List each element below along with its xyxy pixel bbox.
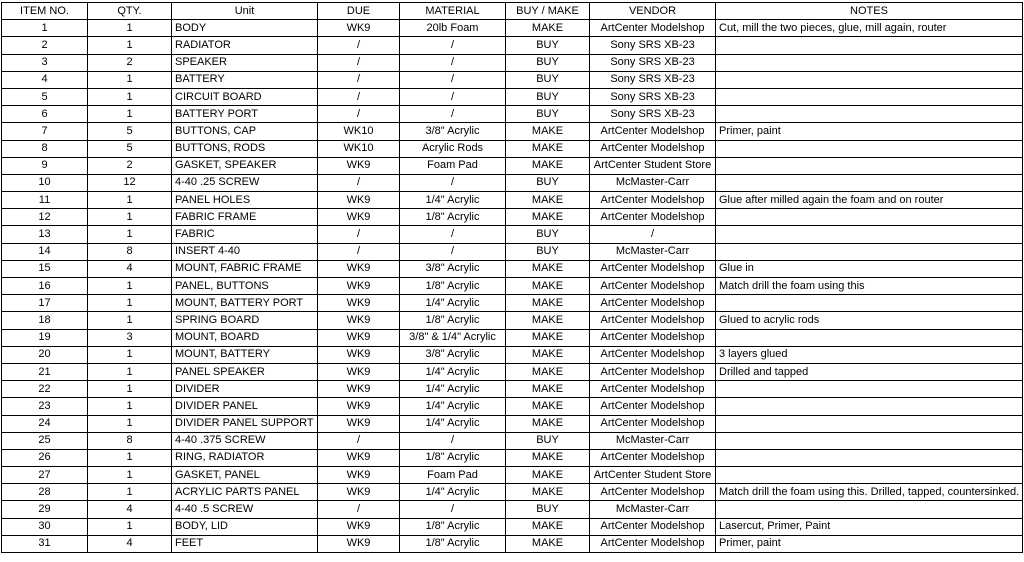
due-cell: / <box>318 432 400 449</box>
due-cell: WK10 <box>318 123 400 140</box>
item-no-cell: 26 <box>2 449 88 466</box>
table-row <box>2 484 1023 501</box>
qty-cell: 1 <box>88 295 172 312</box>
material-cell: 1/8" Acrylic <box>400 278 506 295</box>
item-no-cell: 13 <box>2 226 88 243</box>
unit-cell: PANEL SPEAKER <box>172 363 318 380</box>
unit-cell: MOUNT, BATTERY PORT <box>172 295 318 312</box>
material-cell: 1/8" Acrylic <box>400 518 506 535</box>
table-row <box>2 54 1023 71</box>
due-cell: WK9 <box>318 295 400 312</box>
notes-cell: 3 layers glued <box>716 346 1023 363</box>
material-cell: 1/4" Acrylic <box>400 381 506 398</box>
item-no-cell: 6 <box>2 106 88 123</box>
vendor-cell: ArtCenter Modelshop <box>590 278 716 295</box>
due-cell: WK9 <box>318 398 400 415</box>
vendor-cell: ArtCenter Modelshop <box>590 209 716 226</box>
due-cell: / <box>318 243 400 260</box>
item-no-cell: 2 <box>2 37 88 54</box>
unit-cell: BODY <box>172 20 318 37</box>
table-row <box>2 88 1023 105</box>
item-no-cell: 19 <box>2 329 88 346</box>
qty-cell: 1 <box>88 518 172 535</box>
table-row <box>2 312 1023 329</box>
due-cell: WK9 <box>318 467 400 484</box>
item-no-cell: 27 <box>2 467 88 484</box>
notes-cell: Drilled and tapped <box>716 363 1023 380</box>
buy-make-cell: MAKE <box>506 484 590 501</box>
buy-make-cell: MAKE <box>506 123 590 140</box>
notes-cell <box>716 226 1023 243</box>
table-row <box>2 449 1023 466</box>
item-no-cell: 16 <box>2 278 88 295</box>
material-cell: / <box>400 71 506 88</box>
item-no-cell: 21 <box>2 363 88 380</box>
item-no-cell: 12 <box>2 209 88 226</box>
material-cell: 3/8" Acrylic <box>400 123 506 140</box>
qty-cell: 4 <box>88 501 172 518</box>
table-row <box>2 140 1023 157</box>
item-no-cell: 1 <box>2 20 88 37</box>
due-cell: WK9 <box>318 346 400 363</box>
table-row <box>2 278 1023 295</box>
buy-make-cell: MAKE <box>506 157 590 174</box>
material-cell: Acrylic Rods <box>400 140 506 157</box>
qty-cell: 2 <box>88 54 172 71</box>
qty-cell: 5 <box>88 123 172 140</box>
header-notes: NOTES <box>716 3 1023 20</box>
vendor-cell: McMaster-Carr <box>590 501 716 518</box>
due-cell: / <box>318 226 400 243</box>
unit-cell: DIVIDER PANEL SUPPORT <box>172 415 318 432</box>
qty-cell: 1 <box>88 71 172 88</box>
buy-make-cell: MAKE <box>506 260 590 277</box>
notes-cell <box>716 71 1023 88</box>
due-cell: WK9 <box>318 209 400 226</box>
buy-make-cell: MAKE <box>506 381 590 398</box>
due-cell: WK9 <box>318 363 400 380</box>
notes-cell: Match drill the foam using this <box>716 278 1023 295</box>
buy-make-cell: MAKE <box>506 535 590 552</box>
buy-make-cell: MAKE <box>506 278 590 295</box>
due-cell: WK9 <box>318 312 400 329</box>
due-cell: WK9 <box>318 278 400 295</box>
unit-cell: 4-40 .25 SCREW <box>172 174 318 191</box>
unit-cell: DIVIDER PANEL <box>172 398 318 415</box>
notes-cell <box>716 415 1023 432</box>
material-cell: / <box>400 174 506 191</box>
notes-cell <box>716 140 1023 157</box>
item-no-cell: 15 <box>2 260 88 277</box>
material-cell: / <box>400 37 506 54</box>
table-row <box>2 295 1023 312</box>
vendor-cell: ArtCenter Modelshop <box>590 295 716 312</box>
buy-make-cell: BUY <box>506 501 590 518</box>
notes-cell <box>716 88 1023 105</box>
notes-cell: Glued to acrylic rods <box>716 312 1023 329</box>
unit-cell: FEET <box>172 535 318 552</box>
buy-make-cell: MAKE <box>506 415 590 432</box>
header-row <box>2 3 1023 20</box>
vendor-cell: Sony SRS XB-23 <box>590 54 716 71</box>
material-cell: 3/8" Acrylic <box>400 346 506 363</box>
unit-cell: RING, RADIATOR <box>172 449 318 466</box>
table-row <box>2 192 1023 209</box>
buy-make-cell: BUY <box>506 226 590 243</box>
unit-cell: BATTERY PORT <box>172 106 318 123</box>
vendor-cell: ArtCenter Modelshop <box>590 518 716 535</box>
unit-cell: BUTTONS, CAP <box>172 123 318 140</box>
material-cell: 20lb Foam <box>400 20 506 37</box>
notes-cell: Glue in <box>716 260 1023 277</box>
qty-cell: 4 <box>88 535 172 552</box>
material-cell: 1/4" Acrylic <box>400 415 506 432</box>
material-cell: 1/4" Acrylic <box>400 398 506 415</box>
vendor-cell: ArtCenter Student Store <box>590 467 716 484</box>
vendor-cell: McMaster-Carr <box>590 243 716 260</box>
due-cell: WK9 <box>318 535 400 552</box>
notes-cell <box>716 106 1023 123</box>
material-cell: 1/4" Acrylic <box>400 363 506 380</box>
vendor-cell: ArtCenter Modelshop <box>590 484 716 501</box>
buy-make-cell: MAKE <box>506 398 590 415</box>
vendor-cell: ArtCenter Modelshop <box>590 363 716 380</box>
vendor-cell: Sony SRS XB-23 <box>590 37 716 54</box>
item-no-cell: 22 <box>2 381 88 398</box>
notes-cell: Glue after milled again the foam and on router <box>716 192 1023 209</box>
unit-cell: FABRIC FRAME <box>172 209 318 226</box>
qty-cell: 1 <box>88 381 172 398</box>
buy-make-cell: BUY <box>506 54 590 71</box>
material-cell: / <box>400 432 506 449</box>
table-row <box>2 37 1023 54</box>
due-cell: WK9 <box>318 518 400 535</box>
unit-cell: SPEAKER <box>172 54 318 71</box>
unit-cell: BUTTONS, RODS <box>172 140 318 157</box>
qty-cell: 1 <box>88 346 172 363</box>
vendor-cell: ArtCenter Modelshop <box>590 535 716 552</box>
item-no-cell: 24 <box>2 415 88 432</box>
material-cell: Foam Pad <box>400 467 506 484</box>
qty-cell: 1 <box>88 278 172 295</box>
material-cell: 3/8" Acrylic <box>400 260 506 277</box>
vendor-cell: ArtCenter Modelshop <box>590 20 716 37</box>
material-cell: / <box>400 88 506 105</box>
header-due: DUE <box>318 3 400 20</box>
table-row <box>2 381 1023 398</box>
due-cell: WK9 <box>318 484 400 501</box>
item-no-cell: 4 <box>2 71 88 88</box>
table-row <box>2 71 1023 88</box>
qty-cell: 2 <box>88 157 172 174</box>
table-row <box>2 106 1023 123</box>
vendor-cell: ArtCenter Student Store <box>590 157 716 174</box>
material-cell: / <box>400 243 506 260</box>
buy-make-cell: BUY <box>506 432 590 449</box>
due-cell: / <box>318 71 400 88</box>
table-row <box>2 157 1023 174</box>
notes-cell <box>716 329 1023 346</box>
vendor-cell: ArtCenter Modelshop <box>590 140 716 157</box>
table-row <box>2 501 1023 518</box>
table-row <box>2 518 1023 535</box>
notes-cell <box>716 209 1023 226</box>
vendor-cell: ArtCenter Modelshop <box>590 346 716 363</box>
material-cell: / <box>400 501 506 518</box>
item-no-cell: 20 <box>2 346 88 363</box>
qty-cell: 4 <box>88 260 172 277</box>
vendor-cell: / <box>590 226 716 243</box>
due-cell: WK9 <box>318 192 400 209</box>
unit-cell: BATTERY <box>172 71 318 88</box>
qty-cell: 1 <box>88 209 172 226</box>
due-cell: WK10 <box>318 140 400 157</box>
item-no-cell: 30 <box>2 518 88 535</box>
due-cell: WK9 <box>318 381 400 398</box>
header-vendor: VENDOR <box>590 3 716 20</box>
material-cell: Foam Pad <box>400 157 506 174</box>
table-row <box>2 20 1023 37</box>
buy-make-cell: MAKE <box>506 295 590 312</box>
material-cell: / <box>400 226 506 243</box>
item-no-cell: 17 <box>2 295 88 312</box>
item-no-cell: 5 <box>2 88 88 105</box>
unit-cell: 4-40 .5 SCREW <box>172 501 318 518</box>
header-unit: Unit <box>172 3 318 20</box>
qty-cell: 1 <box>88 398 172 415</box>
material-cell: / <box>400 106 506 123</box>
table-row <box>2 243 1023 260</box>
qty-cell: 12 <box>88 174 172 191</box>
item-no-cell: 31 <box>2 535 88 552</box>
vendor-cell: ArtCenter Modelshop <box>590 192 716 209</box>
buy-make-cell: MAKE <box>506 209 590 226</box>
buy-make-cell: MAKE <box>506 346 590 363</box>
item-no-cell: 28 <box>2 484 88 501</box>
unit-cell: MOUNT, FABRIC FRAME <box>172 260 318 277</box>
notes-cell <box>716 243 1023 260</box>
vendor-cell: ArtCenter Modelshop <box>590 398 716 415</box>
material-cell: 1/8" Acrylic <box>400 312 506 329</box>
due-cell: / <box>318 88 400 105</box>
vendor-cell: ArtCenter Modelshop <box>590 123 716 140</box>
header-material: MATERIAL <box>400 3 506 20</box>
due-cell: WK9 <box>318 449 400 466</box>
qty-cell: 1 <box>88 106 172 123</box>
unit-cell: CIRCUIT BOARD <box>172 88 318 105</box>
due-cell: / <box>318 106 400 123</box>
buy-make-cell: BUY <box>506 174 590 191</box>
unit-cell: MOUNT, BOARD <box>172 329 318 346</box>
table-body <box>2 20 1023 553</box>
unit-cell: DIVIDER <box>172 381 318 398</box>
notes-cell: Primer, paint <box>716 123 1023 140</box>
unit-cell: PANEL HOLES <box>172 192 318 209</box>
due-cell: WK9 <box>318 20 400 37</box>
notes-cell <box>716 157 1023 174</box>
notes-cell <box>716 467 1023 484</box>
buy-make-cell: MAKE <box>506 140 590 157</box>
unit-cell: RADIATOR <box>172 37 318 54</box>
buy-make-cell: MAKE <box>506 329 590 346</box>
notes-cell <box>716 174 1023 191</box>
unit-cell: MOUNT, BATTERY <box>172 346 318 363</box>
qty-cell: 1 <box>88 312 172 329</box>
item-no-cell: 18 <box>2 312 88 329</box>
table-row <box>2 174 1023 191</box>
buy-make-cell: MAKE <box>506 363 590 380</box>
unit-cell: FABRIC <box>172 226 318 243</box>
material-cell: 1/8" Acrylic <box>400 535 506 552</box>
qty-cell: 3 <box>88 329 172 346</box>
material-cell: 1/8" Acrylic <box>400 449 506 466</box>
notes-cell: Match drill the foam using this. Drilled, tapped, countersinked. <box>716 484 1023 501</box>
unit-cell: GASKET, PANEL <box>172 467 318 484</box>
material-cell: 1/4" Acrylic <box>400 295 506 312</box>
unit-cell: INSERT 4-40 <box>172 243 318 260</box>
material-cell: 1/8" Acrylic <box>400 209 506 226</box>
buy-make-cell: MAKE <box>506 312 590 329</box>
table-row <box>2 363 1023 380</box>
material-cell: 1/4" Acrylic <box>400 192 506 209</box>
table-row <box>2 467 1023 484</box>
bill-of-materials-table <box>1 2 1023 553</box>
table-row <box>2 123 1023 140</box>
vendor-cell: ArtCenter Modelshop <box>590 312 716 329</box>
notes-cell <box>716 295 1023 312</box>
buy-make-cell: MAKE <box>506 467 590 484</box>
buy-make-cell: BUY <box>506 106 590 123</box>
buy-make-cell: BUY <box>506 243 590 260</box>
buy-make-cell: MAKE <box>506 518 590 535</box>
qty-cell: 1 <box>88 226 172 243</box>
table-row <box>2 329 1023 346</box>
header-item-no: ITEM NO. <box>2 3 88 20</box>
material-cell: / <box>400 54 506 71</box>
qty-cell: 1 <box>88 484 172 501</box>
item-no-cell: 10 <box>2 174 88 191</box>
due-cell: / <box>318 501 400 518</box>
table-row <box>2 535 1023 552</box>
notes-cell: Primer, paint <box>716 535 1023 552</box>
due-cell: WK9 <box>318 157 400 174</box>
notes-cell <box>716 37 1023 54</box>
buy-make-cell: BUY <box>506 37 590 54</box>
due-cell: / <box>318 37 400 54</box>
item-no-cell: 8 <box>2 140 88 157</box>
table-row <box>2 346 1023 363</box>
header-qty: QTY. <box>88 3 172 20</box>
due-cell: / <box>318 54 400 71</box>
unit-cell: GASKET, SPEAKER <box>172 157 318 174</box>
qty-cell: 8 <box>88 243 172 260</box>
buy-make-cell: MAKE <box>506 449 590 466</box>
table-row <box>2 415 1023 432</box>
unit-cell: BODY, LID <box>172 518 318 535</box>
qty-cell: 1 <box>88 88 172 105</box>
vendor-cell: McMaster-Carr <box>590 432 716 449</box>
table-row <box>2 260 1023 277</box>
item-no-cell: 25 <box>2 432 88 449</box>
vendor-cell: ArtCenter Modelshop <box>590 381 716 398</box>
item-no-cell: 9 <box>2 157 88 174</box>
table-row <box>2 398 1023 415</box>
qty-cell: 5 <box>88 140 172 157</box>
material-cell: 1/4" Acrylic <box>400 484 506 501</box>
vendor-cell: McMaster-Carr <box>590 174 716 191</box>
notes-cell <box>716 398 1023 415</box>
vendor-cell: ArtCenter Modelshop <box>590 415 716 432</box>
qty-cell: 1 <box>88 37 172 54</box>
notes-cell: Cut, mill the two pieces, glue, mill again, router <box>716 20 1023 37</box>
table-row <box>2 432 1023 449</box>
notes-cell <box>716 432 1023 449</box>
notes-cell: Lasercut, Primer, Paint <box>716 518 1023 535</box>
due-cell: / <box>318 174 400 191</box>
material-cell: 3/8" & 1/4" Acrylic <box>400 329 506 346</box>
buy-make-cell: BUY <box>506 88 590 105</box>
table-header <box>2 3 1023 20</box>
item-no-cell: 29 <box>2 501 88 518</box>
unit-cell: SPRING BOARD <box>172 312 318 329</box>
vendor-cell: Sony SRS XB-23 <box>590 71 716 88</box>
vendor-cell: ArtCenter Modelshop <box>590 260 716 277</box>
item-no-cell: 14 <box>2 243 88 260</box>
notes-cell <box>716 449 1023 466</box>
table-row <box>2 209 1023 226</box>
vendor-cell: ArtCenter Modelshop <box>590 329 716 346</box>
item-no-cell: 11 <box>2 192 88 209</box>
qty-cell: 8 <box>88 432 172 449</box>
unit-cell: PANEL, BUTTONS <box>172 278 318 295</box>
table-row <box>2 226 1023 243</box>
item-no-cell: 7 <box>2 123 88 140</box>
qty-cell: 1 <box>88 363 172 380</box>
qty-cell: 1 <box>88 192 172 209</box>
item-no-cell: 23 <box>2 398 88 415</box>
due-cell: WK9 <box>318 415 400 432</box>
qty-cell: 1 <box>88 20 172 37</box>
notes-cell <box>716 501 1023 518</box>
header-buy-make: BUY / MAKE <box>506 3 590 20</box>
due-cell: WK9 <box>318 329 400 346</box>
buy-make-cell: MAKE <box>506 192 590 209</box>
item-no-cell: 3 <box>2 54 88 71</box>
notes-cell <box>716 54 1023 71</box>
vendor-cell: ArtCenter Modelshop <box>590 449 716 466</box>
qty-cell: 1 <box>88 449 172 466</box>
notes-cell <box>716 381 1023 398</box>
unit-cell: 4-40 .375 SCREW <box>172 432 318 449</box>
unit-cell: ACRYLIC PARTS PANEL <box>172 484 318 501</box>
due-cell: WK9 <box>318 260 400 277</box>
qty-cell: 1 <box>88 467 172 484</box>
buy-make-cell: MAKE <box>506 20 590 37</box>
qty-cell: 1 <box>88 415 172 432</box>
vendor-cell: Sony SRS XB-23 <box>590 106 716 123</box>
vendor-cell: Sony SRS XB-23 <box>590 88 716 105</box>
buy-make-cell: BUY <box>506 71 590 88</box>
